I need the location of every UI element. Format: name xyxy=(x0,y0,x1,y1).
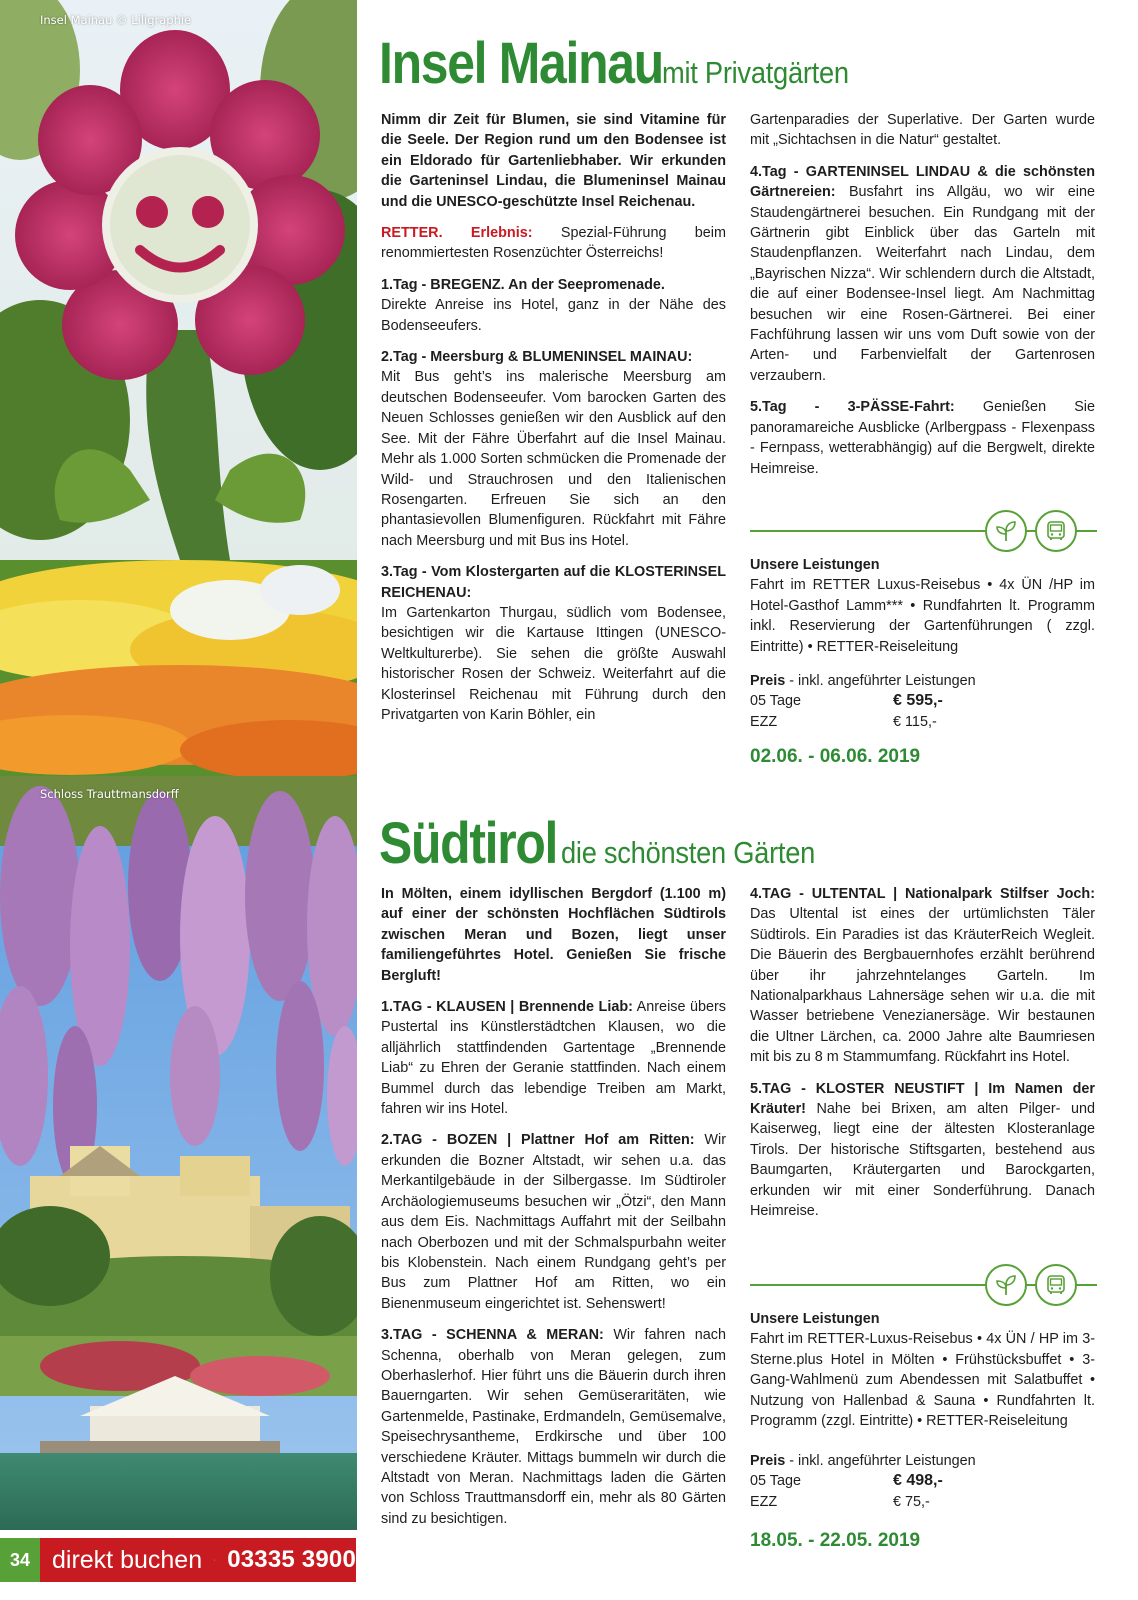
trip2-day1 xyxy=(381,997,726,1119)
trip1-day4 xyxy=(750,162,1095,386)
day-title: 3.Tag - Vom Klostergarten auf die KLOSTERINSEL REICHENAU: xyxy=(381,564,726,601)
price-days: 05 Tage xyxy=(750,1473,801,1490)
trip2-services xyxy=(750,1309,1095,1431)
trip1-day1 xyxy=(381,275,726,336)
trip2-title: Südtirol xyxy=(379,811,558,876)
day-title: 2.Tag - Meersburg & BLUMENINSEL MAINAU: xyxy=(381,349,693,366)
erlebnis-text: Spezial-Führung beim renommiertesten Rosenzüchter Österreichs! xyxy=(381,225,726,262)
trip2-day4 xyxy=(750,884,1095,1068)
day-text: Nahe bei Brixen, am alten Pilger- und Kaiserweg, liegt eine der ältesten Klosteranlage Tirols. Der historische Stiftsgarten, bestehend aus Baumgarten, Kräutergarten und Barockgarten, erkunden wir mit einer Sonderführung. Danach Heimreise. xyxy=(750,1101,1095,1220)
price-days: 05 Tage xyxy=(750,693,801,710)
day-title: 1.Tag - BREGENZ. An der Seepromenade. xyxy=(381,276,665,293)
plant-icon xyxy=(985,1264,1027,1306)
flower-figure-illustration xyxy=(0,0,357,776)
bus-icon xyxy=(1035,510,1077,552)
bus-icon xyxy=(1035,1264,1077,1306)
day-text: Wir erkunden die Bozner Altstadt, wir sehen u.a. das Merkantilgebäude in der Silbergasse. Im Südtiroler Archäologiemuseums besuchen wir „Ötzi“, den Mann aus dem Eis. Nachmittags Auffahrt mit der Seilbahn nach Oberbozen und mit der Schmalspurbahn weiter bis Klobenstein. Nach einem Rundgang geht’s per Bus zum Plattner Hof am Ritten, wo ein Bienenmuseum eingerichtet ist. Sehenswert! xyxy=(381,1132,726,1312)
day-text: Das Ultental ist eines der urtümlichsten Täler Südtirols. Ein Paradies ist das KräuterReich Wegleit. Die Bäuerin des Bergbauernhofes erzählt berührend über ihr jahrzehntelanges Garteln. Im Nationalparkhaus Lahnersäge sehen wir u.a. die mit Wasser betriebene Venezianersäge. Wir bestaunen die Ultner Lärchen, ca. 2000 Jahre alte Baumriesen mit bis zu 8 m Stammumfang. Rückfahrt ins Hotel. xyxy=(750,906,1095,1066)
ezz-label: EZZ xyxy=(750,713,778,730)
day-title: 2.TAG - BOZEN | Plattner Hof am Ritten: xyxy=(381,1132,695,1149)
day-title: 5.TAG - KLOSTER NEUSTIFT | Im Namen der Kräuter! xyxy=(750,1080,1095,1118)
day-text: Wir fahren nach Schenna, oberhalb von Meran gelegen, zum Oberhaslerhof. Hier führt uns die Bäuerin durch ihren Bauerngarten. Wir sehen Gemüseraritäten, wie Gartenmelde, Pastinake, Erdmandeln, Gemüsemalve, Speisechrysantheme, Erdkirsche und über 100 verschiedene Kräuter. Mittags bummeln wir durch die Altstadt von Meran. Nachmittags laden die Gärten von Schloss Trauttmansdorff ein, mehr als 80 Gärten sind zu besichtigen. xyxy=(381,1327,726,1527)
photo-caption-trauttmansdorff: Schloss Trauttmansdorff xyxy=(40,787,179,801)
wisteria-castle-photo xyxy=(0,776,357,1530)
wisteria-castle-illustration xyxy=(0,776,357,1530)
day-text: Anreise übers Pustertal ins Künstlerstädtchen Klausen, wo die alljährlich stattfindenden Gartentage „Brennende Liab“ zu Ehren der Geranie stattfinden. Nach einem Bummel durch das lebendige Treiben am Markt, fahren wir ins Hotel. xyxy=(381,999,726,1118)
trip1-intro: Nimm dir Zeit für Blumen, sie sind Vitamine für die Seele. Der Region rund um den Bodensee ist ein Eldorado für Gartenliebhaber. Wir erkunden die Garteninsel Lindau, die Blumeninsel Mainau und die UNESCO-geschützte Insel Reichenau. xyxy=(381,112,726,210)
trip1-date: 02.06. - 06.06. 2019 xyxy=(750,746,921,767)
trip2-intro: In Mölten, einem idyllischen Bergdorf (1.100 m) auf einer der schönsten Hochflächen Südtirols zwischen Meran und Bozen, liegt unser familiengeführtes Hotel. Genießen Sie frische Bergluft! xyxy=(381,886,726,984)
price-note: - inkl. angeführter Leistungen xyxy=(785,1453,976,1469)
trip1-day3 xyxy=(381,562,726,725)
footer-bar xyxy=(0,1530,357,1600)
price-row xyxy=(750,691,1095,711)
price-label: Preis xyxy=(750,1453,786,1469)
trip1-column-right xyxy=(750,110,1095,490)
trip2-column-left xyxy=(381,884,726,1540)
ezz-row xyxy=(750,1492,1095,1512)
day-text: Mit Bus geht’s ins malerische Meersburg am deutschen Bodenseeufer. Vom barocken Garten des Neuen Schlosses genießen wir den Ausblick auf den See. Mit der Fähre Überfahrt auf die Insel Mainau. Mehr als 1.000 Sorten schmücken die Promenade der Wild- und Strauchrosen und den Italienischen Rosengarten. Erfreuen Sie sich an den phantasievollen Blumenfiguren. Rückfahrt mit Fähre nach Meersburg und mit Bus ins Hotel. xyxy=(381,369,726,549)
price-value: € 498,- xyxy=(893,1472,943,1490)
flower-figure-photo xyxy=(0,0,357,776)
trip1-day2 xyxy=(381,347,726,551)
trip2-day2 xyxy=(381,1130,726,1314)
services-title: Unsere Leistungen xyxy=(750,557,880,573)
trip2-heading xyxy=(379,810,849,877)
day-text: Genießen Sie panoramareiche Ausblicke (Arlbergpass - Flexenpass - Fernpass, wetterabhängig) auf die Bergwelt, direkte Heimreise. xyxy=(750,399,1096,477)
trip1-erlebnis xyxy=(381,223,726,264)
erlebnis-label: RETTER. Erlebnis: xyxy=(381,225,533,242)
trip1-heading xyxy=(379,30,874,97)
trip1-subtitle: mit Privatgärten xyxy=(661,55,849,90)
trip1-services xyxy=(750,555,1095,657)
phone-icon xyxy=(214,1549,215,1571)
ezz-value: € 115,- xyxy=(893,713,937,730)
services-title: Unsere Leistungen xyxy=(750,1311,880,1327)
trip2-day5 xyxy=(750,1079,1095,1222)
photo-caption-mainau: Insel Mainau © Liligraphie xyxy=(40,13,192,27)
ezz-row xyxy=(750,712,1095,732)
day-title: 5.Tag - 3-PÄSSE-Fahrt: xyxy=(750,399,955,416)
trip2-day3 xyxy=(381,1325,726,1529)
trip1-day5 xyxy=(750,397,1095,479)
trip1-day3-continued: Gartenparadies der Superlative. Der Garten wurde mit „Sichtachsen in die Natur“ gestaltet. xyxy=(750,112,1095,149)
price-header xyxy=(750,671,1095,691)
trip1-column-left xyxy=(381,110,726,736)
day-title: 3.TAG - SCHENNA & MERAN: xyxy=(381,1327,604,1344)
trip1-price xyxy=(750,671,1095,732)
ezz-label: EZZ xyxy=(750,1493,778,1510)
trip2-date: 18.05. - 22.05. 2019 xyxy=(750,1530,921,1551)
price-header xyxy=(750,1451,1095,1471)
price-label: Preis xyxy=(750,673,786,689)
trip1-title: Insel Mainau xyxy=(379,31,663,96)
booking-banner[interactable] xyxy=(40,1538,356,1582)
price-row xyxy=(750,1471,1095,1491)
day-text: Busfahrt ins Allgäu, wo wir eine Staudengärtnerei besuchen. Ein Rundgang mit der Gärtnerin gibt Einblick über das Garteln mit Staudenpflanzen. Weiterfahrt nach Lindau, dem „Bayrischen Nizza“. Wir schlendern durch die Altstadt, die auf einer Bodensee-Insel liegt. Am Nachmittag besuchen wir eine Rosen-Gärtnerei. Bei einer Fachführung lassen wir uns vom Duft sowie von der Arten- und Farbenvielfalt der Gartenrosen verzaubern. xyxy=(750,184,1095,384)
booking-label: direkt buchen xyxy=(52,1545,203,1574)
ezz-value: € 75,- xyxy=(893,1493,930,1510)
day-text: Im Gartenkarton Thurgau, südlich vom Bodensee, besichtigen wir die Kartause Ittingen (UNESCO-Weltkulturerbe). Sie sehen die größte Auswahl historischer Rosen der Schweiz. Weiterfahrt auf die Klosterinsel Reichenau mit Führung durch den Privatgarten von Karin Böhler, ein xyxy=(381,604,726,723)
trip2-column-right xyxy=(750,884,1095,1233)
price-note: - inkl. angeführter Leistungen xyxy=(785,673,976,689)
price-value: € 595,- xyxy=(893,692,943,710)
day-title: 4.Tag - GARTENINSEL LINDAU & die schönsten Gärtnereien: xyxy=(750,163,1095,201)
page-number: 34 xyxy=(0,1538,40,1582)
day-title: 4.TAG - ULTENTAL | Nationalpark Stilfser Joch: xyxy=(750,886,1095,902)
phone-number[interactable]: 03335 3900 xyxy=(227,1546,356,1573)
trip2-price xyxy=(750,1451,1095,1512)
services-text: Fahrt im RETTER-Luxus-Reisebus • 4x ÜN / HP im 3-Sterne.plus Hotel in Mölten • Frühstücksbuffet • 3-Gang-Wahlmenü zum Abendessen mit Salatbuffet • Nutzung von Hallenbad & Sauna • Rundfahrten lt. Programm (zzgl. Eintritte) • RETTER-Reiseleitung xyxy=(750,1331,1095,1430)
services-text: Fahrt im RETTER Luxus-Reisebus • 4x ÜN /HP im Hotel-Gasthof Lamm*** • Rundfahrten lt. Programm inkl. Reservierung der Gartenführungen ( zzgl. Eintritte) • RETTER-Reiseleitung xyxy=(750,577,1095,655)
day-title: 1.TAG - KLAUSEN | Brennende Liab: xyxy=(381,999,633,1016)
trip2-subtitle: die schönsten Gärten xyxy=(560,835,815,870)
plant-icon xyxy=(985,510,1027,552)
day-text: Direkte Anreise ins Hotel, ganz in der Nähe des Bodenseeufers. xyxy=(381,297,726,334)
